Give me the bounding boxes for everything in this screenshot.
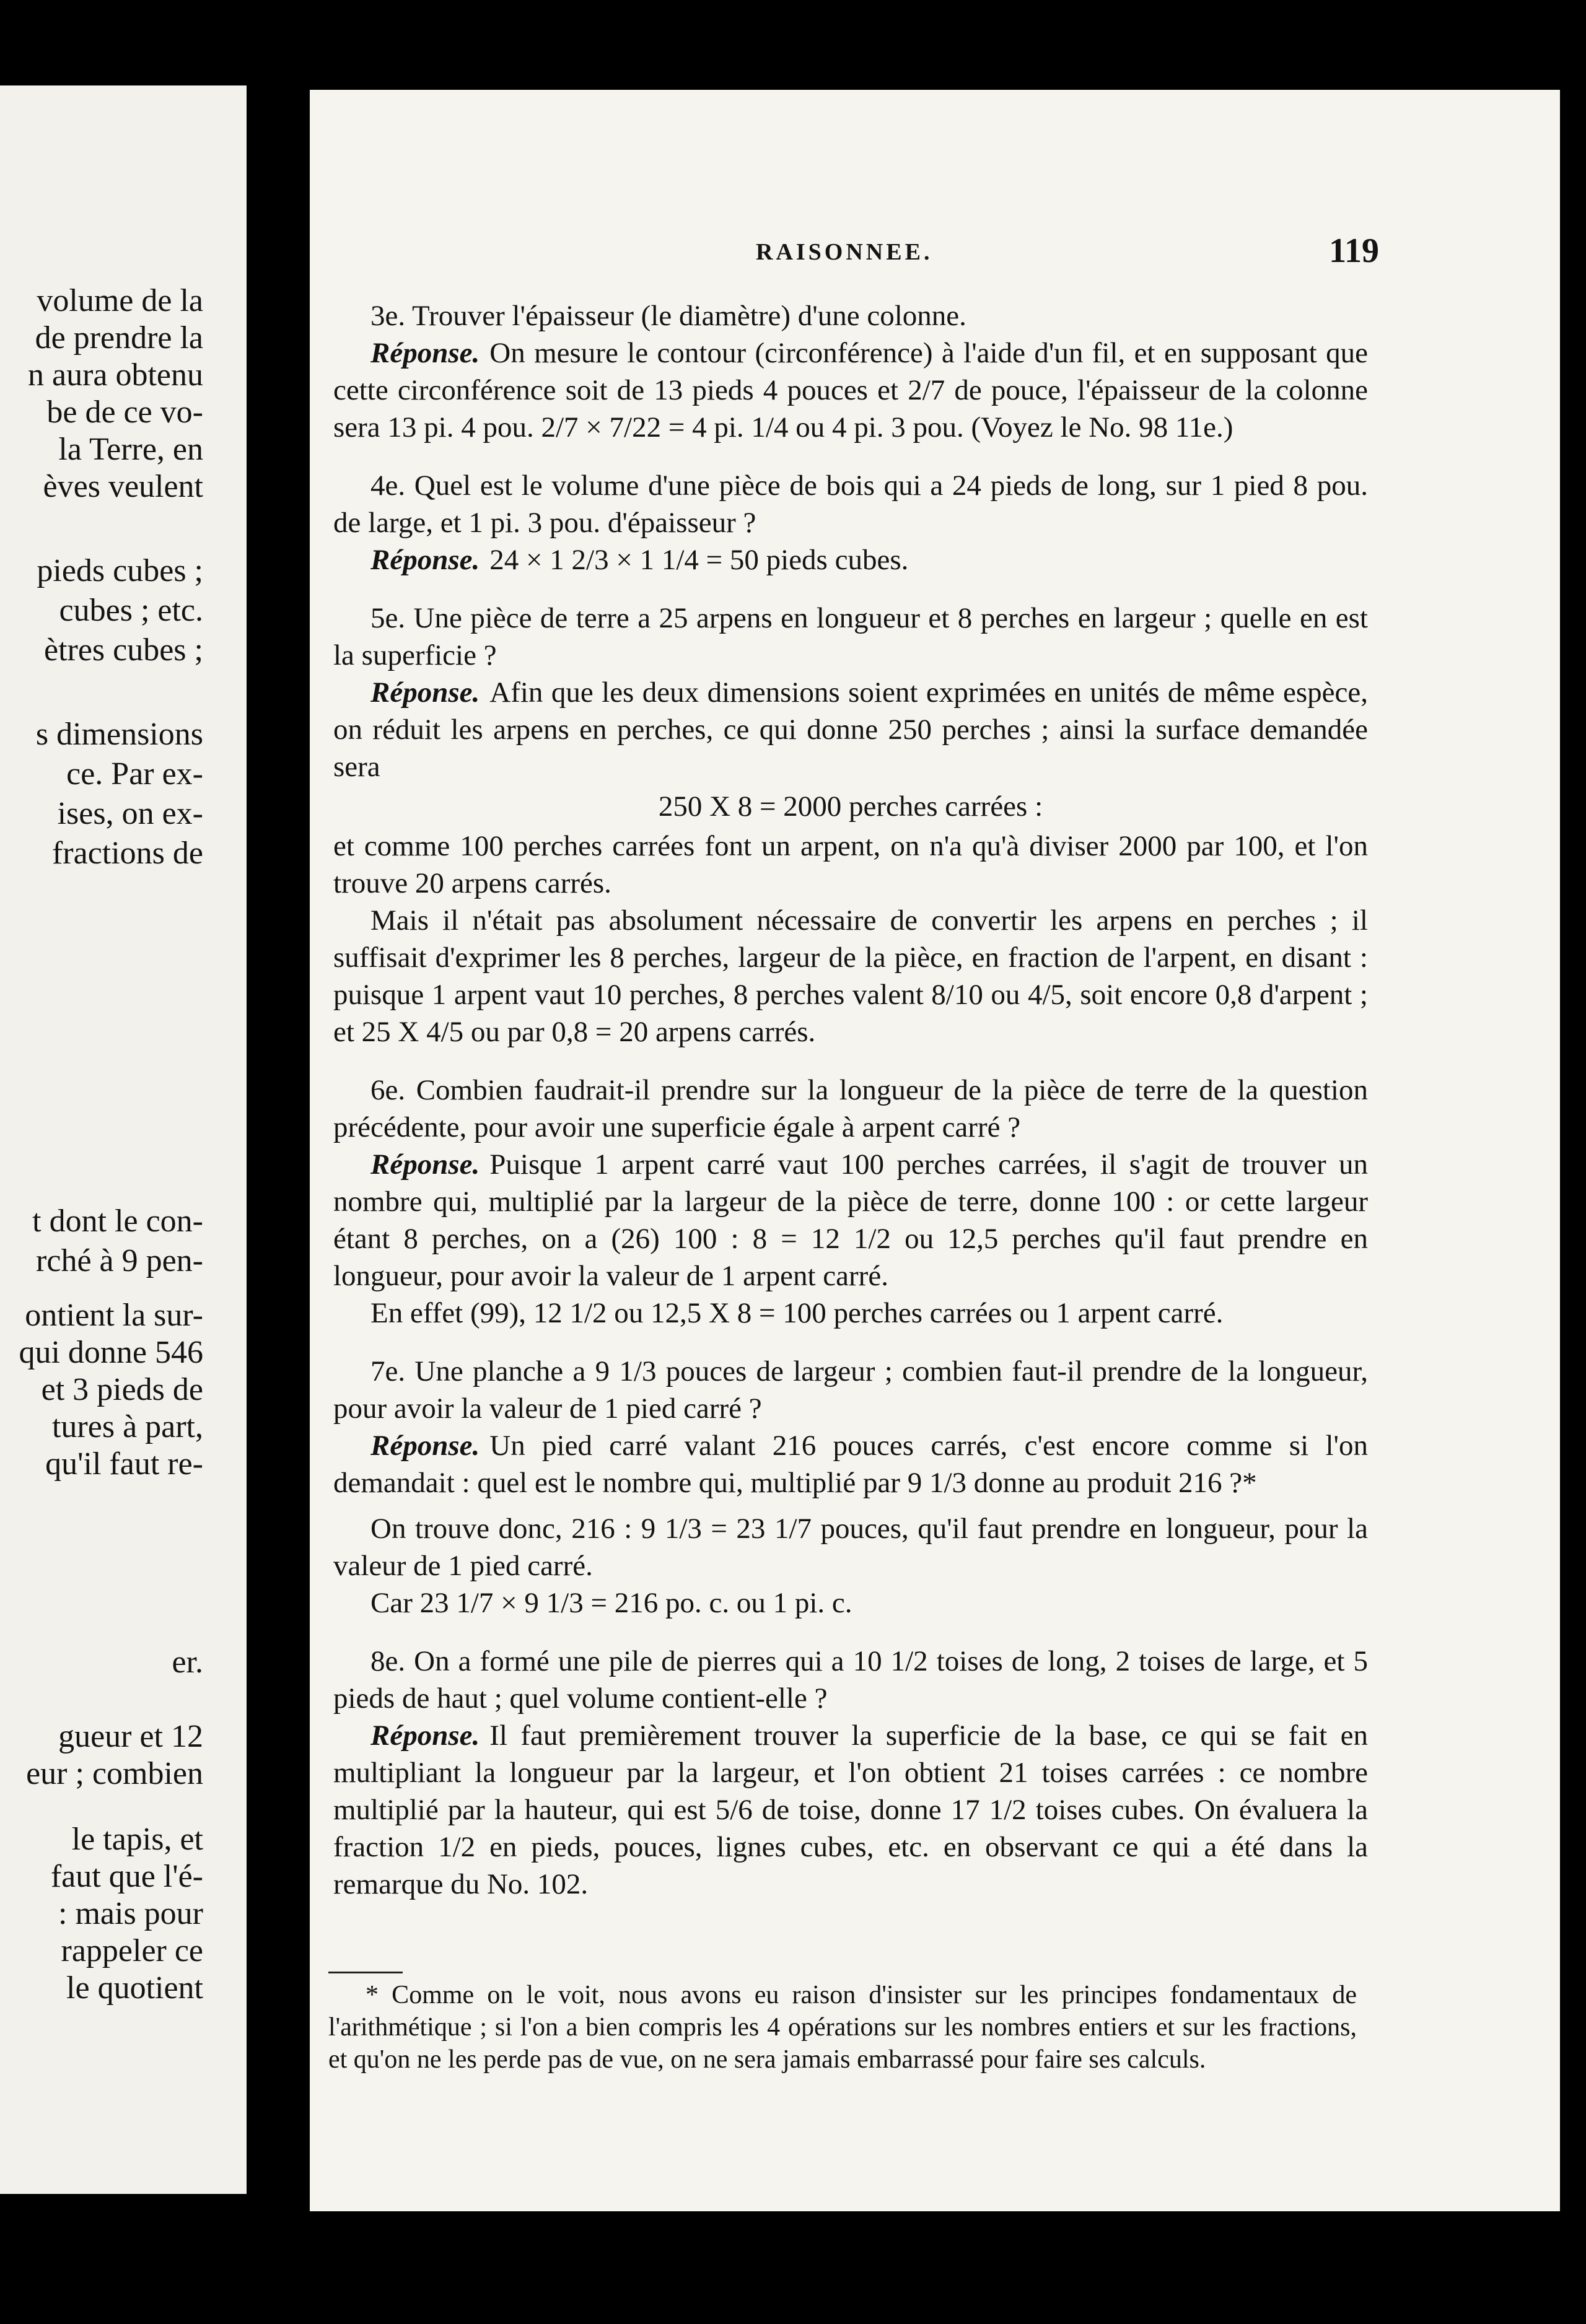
- left-fragment: t dont le con-: [32, 1204, 203, 1239]
- answer-continuation: On trouve donc, 216 : 9 1/3 = 23 1/7 pouces, qu'il faut prendre en longueur, pour la valeur de 1 pied carré.: [333, 1513, 1368, 1582]
- answer-text: Un pied carré valant 216 pouces carrés, c'est encore comme si l'on demandait : quel est le nombre qui, multiplié par 9 1/3 donne au produit 216 ?*: [333, 1430, 1368, 1499]
- book-page: [310, 90, 1560, 2211]
- footnote-text: * Comme on le voit, nous avons eu raison d'insister sur les principes fondamentaux de l'arithmétique ; si l'on a bien compris les 4 opérations sur les nombres entiers et sur les fractions, et qu'on ne les perde pas de vue, on ne sera jamais embarrassé pour faire ses calculs.: [328, 1981, 1357, 2074]
- left-fragment: cubes ; etc.: [59, 593, 203, 628]
- problem-question: 6e. Combien faudrait-il prendre sur la longueur de la pièce de terre de la question précédente, pour avoir une superficie égale à arpent carré ?: [333, 1074, 1368, 1143]
- reponse-label: Réponse.: [370, 1719, 480, 1752]
- reponse-label: Réponse.: [370, 1430, 480, 1462]
- left-fragment: pieds cubes ;: [37, 553, 203, 588]
- left-fragment: n aura obtenu: [27, 357, 203, 393]
- left-fragment: èves veulent: [43, 469, 203, 504]
- left-fragment: er.: [172, 1645, 203, 1680]
- left-fragment: faut que l'é-: [50, 1859, 203, 1894]
- left-fragment: qui donne 546: [19, 1335, 203, 1370]
- left-fragment: ontient la sur-: [25, 1298, 203, 1333]
- problem-answer: [333, 1146, 1368, 1295]
- answer-extra: Mais il n'était pas absolument nécessaire de convertir les arpens en perches ; il suffisait d'exprimer les 8 perches, largeur de la pièce, en fraction de l'arpent, en disant : puisque 1 arpent vaut 10 perches, 8 perches valent 8/10 ou 4/5, soit encore 0,8 d'arpent ; et 25 X 4/5 ou par 0,8 = 20 arpens carrés.: [333, 904, 1368, 1048]
- running-head: RAISONNEE.: [756, 239, 933, 265]
- page-number: 119: [1329, 232, 1379, 270]
- left-fragment: le tapis, et: [71, 1822, 203, 1857]
- reponse-label: Réponse.: [370, 337, 480, 369]
- footnote-rule: [328, 1972, 403, 1973]
- left-fragment: rappeler ce: [61, 1933, 203, 1968]
- left-fragment: la Terre, en: [58, 432, 203, 467]
- answer-extra: Car 23 1/7 × 9 1/3 = 216 po. c. ou 1 pi. c.: [370, 1587, 852, 1619]
- problem-answer: [333, 541, 1368, 579]
- problem-question: 5e. Une pièce de terre a 25 arpens en longueur et 8 perches en largeur ; quelle en est la superficie ?: [333, 602, 1368, 671]
- previous-page-fragment: [0, 85, 247, 2194]
- left-fragment: ètres cubes ;: [43, 632, 203, 668]
- left-fragment: : mais pour: [58, 1896, 203, 1931]
- answer-text: Puisque 1 arpent carré vaut 100 perches carrées, il s'agit de trouver un nombre qui, multiplié par la largeur de la pièce de terre, donne 100 : or cette largeur étant 8 perches, on a (26) 100 : 8 = 12 1/2 ou 12,5 perches qu'il faut prendre en longueur, pour avoir la valeur de 1 arpent carré.: [333, 1148, 1368, 1292]
- left-fragment: de prendre la: [35, 320, 203, 356]
- left-fragment: fractions de: [51, 836, 203, 871]
- left-fragment: ises, on ex-: [57, 796, 203, 831]
- left-fragment: gueur et 12: [58, 1719, 203, 1754]
- left-fragment: eur ; combien: [26, 1756, 203, 1791]
- problem-answer: [333, 334, 1368, 446]
- answer-text: Il faut premièrement trouver la superficie de la base, ce qui se fait en multipliant la longueur par la largeur, et l'on obtient 21 toises carrées : ce nombre multiplié par la hauteur, qui est 5/6 de toise, donne 17 1/2 toises cubes. On évaluera la fraction 1/2 en pieds, pouces, lignes cubes, etc. en observant ce qui a été dans la remarque du No. 102.: [333, 1719, 1368, 1900]
- left-fragment: le quotient: [66, 1970, 203, 2006]
- answer-text: On mesure le contour (circonférence) à l'aide d'un fil, et en supposant que cette circonférence soit de 13 pieds 4 pouces et 2/7 de pouce, l'épaisseur de la colonne sera 13 pi. 4 pou. 2/7 × 7/22 = 4 pi. 1/4 ou 4 pi. 3 pou. (Voyez le No. 98 11e.): [333, 337, 1368, 443]
- left-fragment: qu'il faut re-: [45, 1446, 203, 1482]
- reponse-label: Réponse.: [370, 676, 480, 709]
- problem-question: 8e. On a formé une pile de pierres qui a 10 1/2 toises de long, 2 toises de large, et 5 pieds de haut ; quel volume contient-elle ?: [333, 1645, 1368, 1715]
- answer-continuation: et comme 100 perches carrées font un arpent, on n'a qu'à diviser 2000 par 100, et l'on trouve 20 arpens carrés.: [333, 830, 1368, 899]
- reponse-label: Réponse.: [370, 544, 480, 576]
- problem-question: 7e. Une planche a 9 1/3 pouces de largeur ; combien faut-il prendre de la longueur, pour avoir la valeur de 1 pied carré ?: [333, 1355, 1368, 1425]
- left-fragment: volume de la: [37, 283, 203, 318]
- answer-text: Afin que les deux dimensions soient exprimées en unités de même espèce, on réduit les arpens en perches, ce qui donne 250 perches ; ainsi la surface demandée sera: [333, 676, 1368, 783]
- problem-answer: [333, 1717, 1368, 1903]
- footnote: [328, 1979, 1357, 2076]
- left-fragment: et 3 pieds de: [41, 1372, 203, 1407]
- left-fragment: be de ce vo-: [46, 395, 203, 430]
- page-body: [333, 297, 1368, 1903]
- answer-text: 24 × 1 2/3 × 1 1/4 = 50 pieds cubes.: [489, 544, 909, 576]
- left-fragment: tures à part,: [51, 1409, 203, 1444]
- reponse-label: Réponse.: [370, 1148, 480, 1181]
- left-fragment: rché à 9 pen-: [36, 1243, 203, 1278]
- problem-answer: [333, 1427, 1368, 1501]
- left-fragment: s dimensions: [35, 717, 203, 752]
- problem-question: 3e. Trouver l'épaisseur (le diamètre) d'une colonne.: [370, 300, 966, 332]
- answer-continuation: En effet (99), 12 1/2 ou 12,5 X 8 = 100 perches carrées ou 1 arpent carré.: [370, 1297, 1224, 1329]
- equation-line: 250 X 8 = 2000 perches carrées :: [658, 790, 1043, 823]
- problem-answer: [333, 674, 1368, 785]
- left-fragment: ce. Par ex-: [66, 756, 203, 792]
- problem-question: 4e. Quel est le volume d'une pièce de bois qui a 24 pieds de long, sur 1 pied 8 pou. de large, et 1 pi. 3 pou. d'épaisseur ?: [333, 470, 1368, 539]
